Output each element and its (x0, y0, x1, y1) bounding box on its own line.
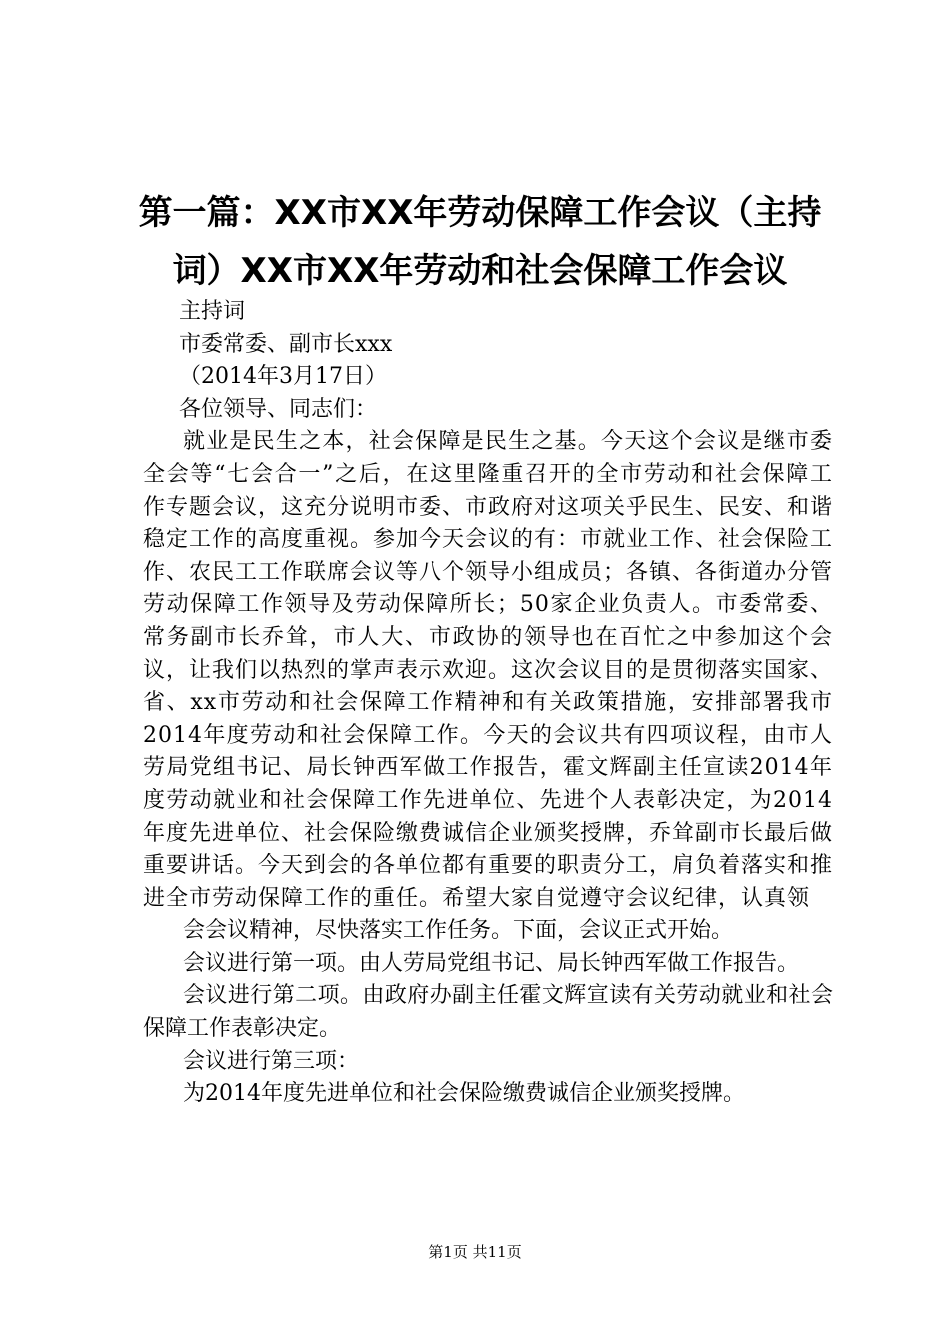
title-line-1: 第一篇：XX市XX年劳动保障工作会议（主持 (138, 193, 822, 233)
paragraph-6: 为2014年度先进单位和社会保险缴费诚信企业颁奖授牌。 (183, 1081, 745, 1107)
header-line-speaker: 市委常委、副市长xxx (179, 331, 393, 357)
header-line-date: （2014年3月17日） (179, 364, 387, 390)
document-body (143, 296, 833, 1111)
paragraph-3: 会议进行第一项。由人劳局党组书记、局长钟西军做工作报告。 (183, 950, 800, 976)
paragraph-2: 会会议精神，尽快落实工作任务。下面，会议正式开始。 (183, 918, 734, 944)
paragraph-5: 会议进行第三项： (183, 1048, 360, 1074)
page-number-footer: 第1页 共11页 (428, 1243, 522, 1261)
paragraph-main: 就业是民生之本，社会保障是民生之基。今天这个会议是继市委全会等“七会合一”之后，在这里隆重召开的全市劳动和社会保障工作专题会议，这充分说明市委、市政府对这项关乎民生、民安、和谐稳定工作的高度重视。参加今天会议的有：市就业工作、社会保险工作、农民工工作联席会议等八个领导小组成员；各镇、各街道办分管劳动保障工作领导及劳动保障所长；50家企业负责人。市委常委、常务副市长乔耸，市人大、市政协的领导也在百忙之中参加这个会议，让我们以热烈的掌声表示欢迎。这次会议目的是贯彻落实国家、省、xx市劳动和社会保障工作精神和有关政策措施，安排部署我市2014年度劳动和社会保障工作。今天的会议共有四项议程，由市人劳局党组书记、局长钟西军做工作报告，霍文辉副主任宣读2014年度劳动就业和社会保障工作先进单位、先进个人表彰决定，为2014年度先进单位、社会保险缴费诚信企业颁奖授牌，乔耸副市长最后做重要讲话。今天到会的各单位都有重要的职责分工，肩负着落实和推进全市劳动保障工作的重任。希望大家自觉遵守会议纪律，认真领 (143, 429, 834, 911)
header-line-host: 主持词 (179, 299, 246, 324)
header-line-greeting: 各位领导、同志们： (179, 396, 378, 422)
title-line-2: 词）XX市XX年劳动和社会保障工作会议 (172, 251, 788, 291)
document-title (120, 184, 840, 300)
paragraph-4: 会议进行第二项。由政府办副主任霍文辉宣读有关劳动就业和社会保障工作表彰决定。 (143, 983, 833, 1042)
